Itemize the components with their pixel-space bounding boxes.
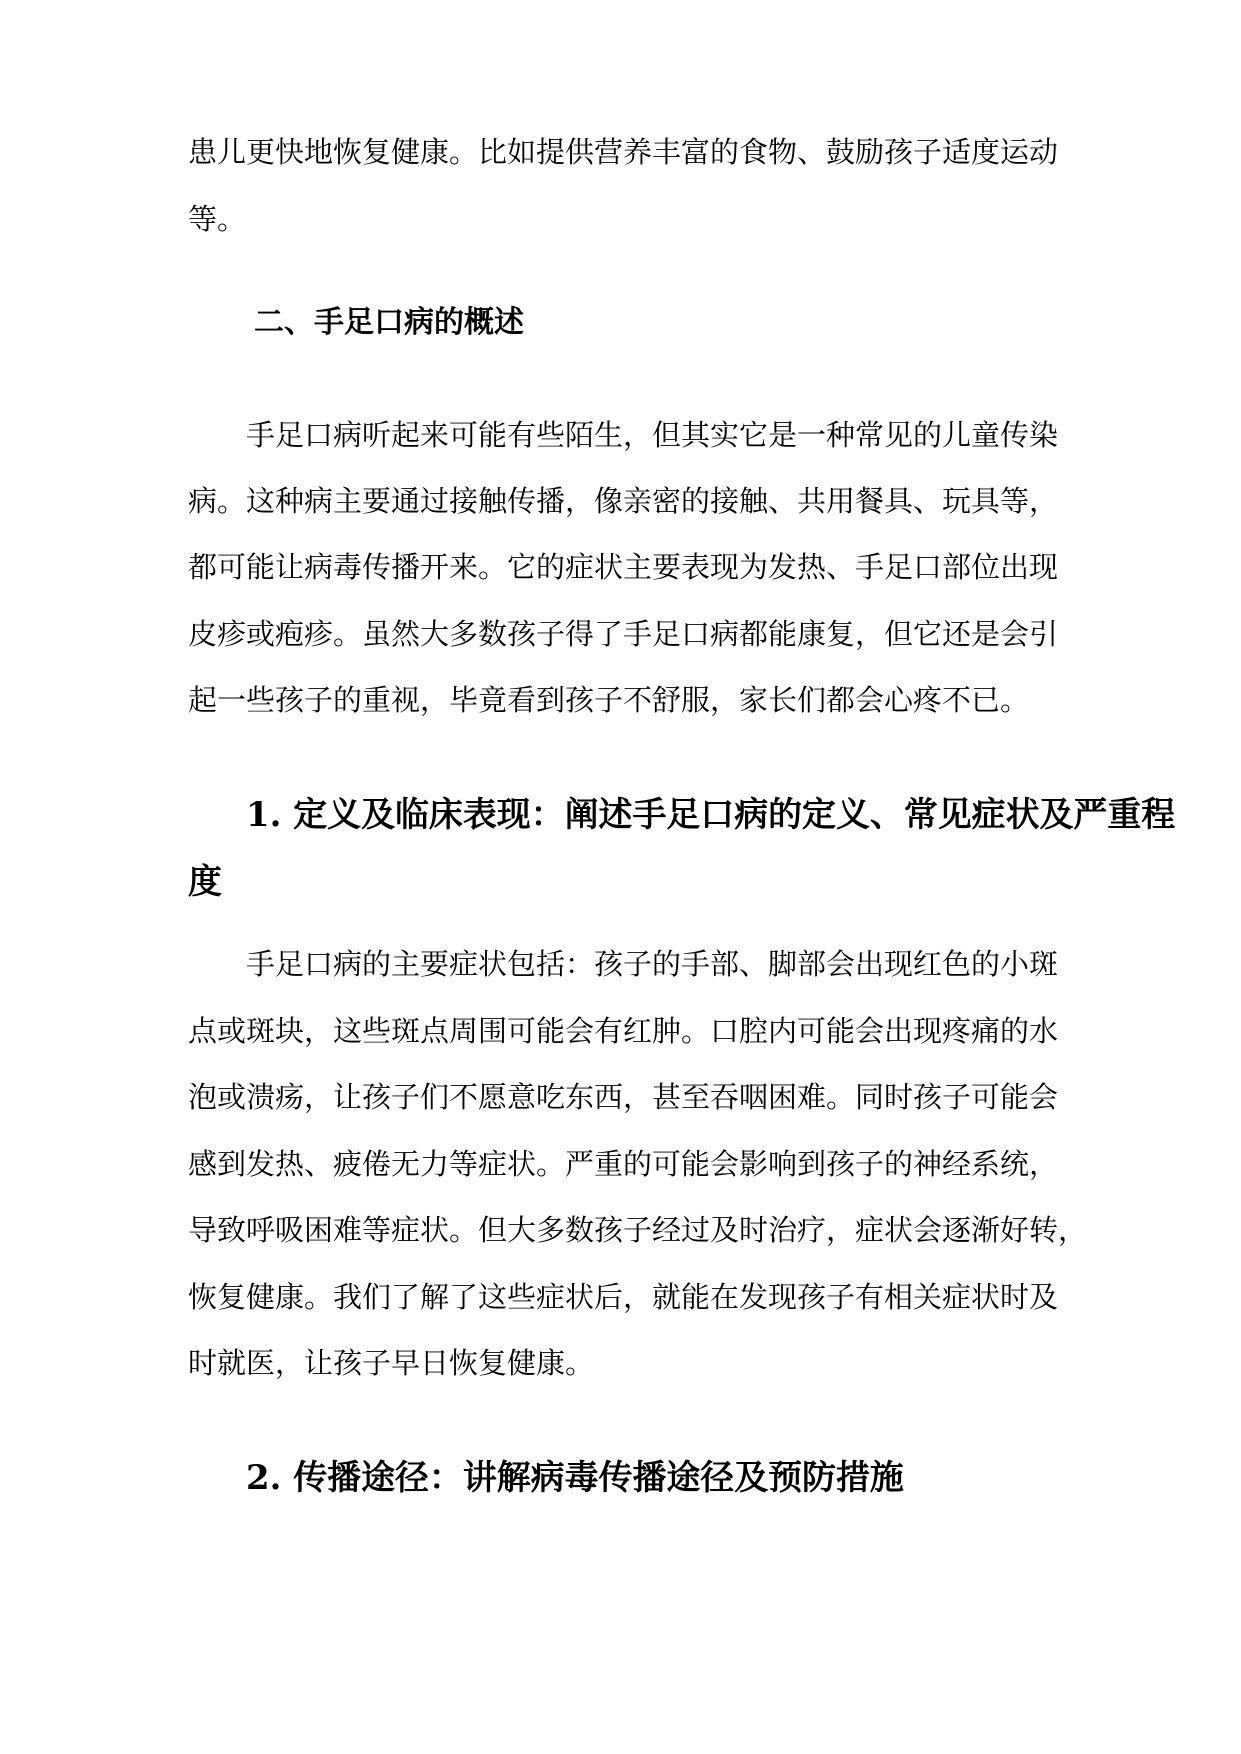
paragraph-line: 恢复健康。我们了解了这些症状后，就能在发现孩子有相关症状时及 (188, 1280, 1059, 1314)
paragraph-line: 点或斑块，这些斑点周围可能会有红肿。口腔内可能会出现疼痛的水 (188, 1014, 1059, 1048)
paragraph-line: 时就医，让孩子早日恢复健康。 (188, 1346, 595, 1380)
section-heading: 二、手足口病的概述 (254, 305, 524, 340)
subsection-heading: 1. 定义及临床表现：阐述手足口病的定义、常见症状及严重程 (246, 795, 1176, 835)
paragraph-line: 手足口病的主要症状包括：孩子的手部、脚部会出现红色的小斑 (246, 947, 1059, 981)
paragraph-line: 感到发热、疲倦无力等症状。严重的可能会影响到孩子的神经系统， (188, 1147, 1059, 1181)
paragraph-line: 泡或溃疡，让孩子们不愿意吃东西，甚至吞咽困难。同时孩子可能会 (188, 1080, 1059, 1114)
paragraph-line: 等。 (188, 202, 247, 236)
paragraph-line: 患儿更快地恢复健康。比如提供营养丰富的食物、鼓励孩子适度运动 (188, 135, 1059, 169)
subsection-heading: 度 (188, 862, 222, 902)
paragraph-line: 皮疹或疱疹。虽然大多数孩子得了手足口病都能康复，但它还是会引 (188, 617, 1059, 651)
paragraph-line: 都可能让病毒传播开来。它的症状主要表现为发热、手足口部位出现 (188, 550, 1059, 584)
paragraph-line: 手足口病听起来可能有些陌生，但其实它是一种常见的儿童传染 (246, 418, 1059, 452)
paragraph-line: 病。这种病主要通过接触传播，像亲密的接触、共用餐具、玩具等， (188, 484, 1059, 518)
subsection-heading: 2. 传播途径：讲解病毒传播途径及预防措施 (246, 1458, 904, 1498)
paragraph-line: 起一些孩子的重视，毕竟看到孩子不舒服，家长们都会心疼不已。 (188, 683, 1030, 717)
paragraph-line: 导致呼吸困难等症状。但大多数孩子经过及时治疗，症状会逐渐好转， (188, 1213, 1088, 1247)
